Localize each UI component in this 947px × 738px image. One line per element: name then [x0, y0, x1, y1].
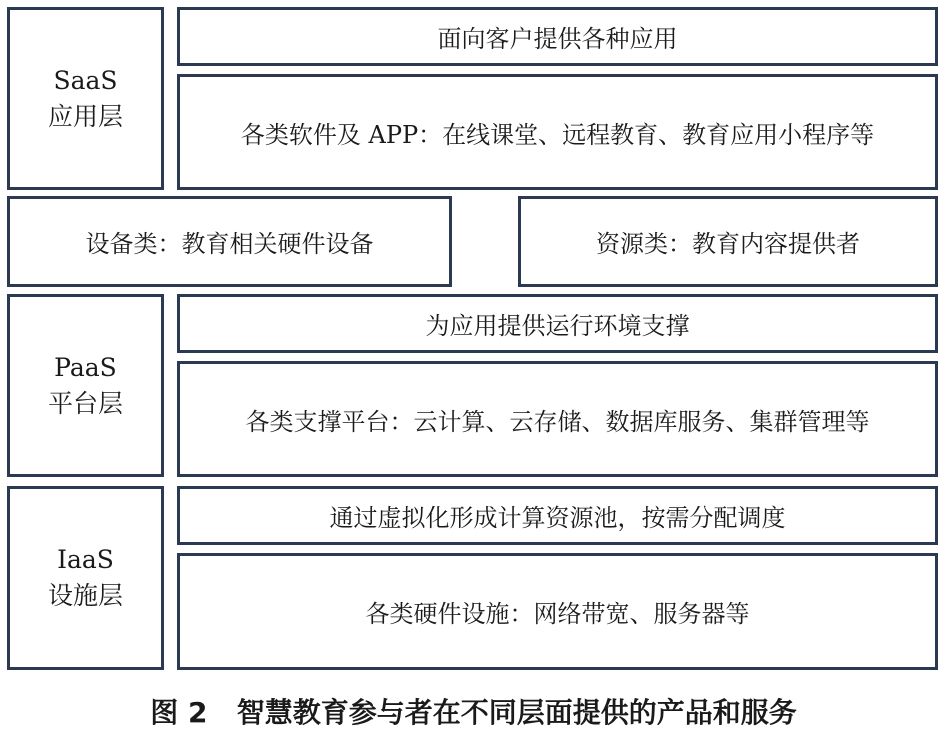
saas-bottom-box — [177, 74, 938, 190]
paas-top-box — [177, 294, 938, 353]
paas-top-text: 为应用提供运行环境支撑 — [425, 312, 690, 340]
saas-bottom-text: 各类软件及 APP：在线课堂、远程教育、教育应用小程序等 — [240, 120, 875, 149]
saas-top-box — [177, 7, 938, 66]
devices-box — [7, 196, 452, 287]
iaas-top-text: 通过虚拟化形成计算资源池，按需分配调度 — [329, 504, 786, 532]
iaas-layer-label: IaaS 设施层 — [47, 545, 123, 610]
iaas-bottom-box — [177, 553, 938, 670]
devices-text: 设备类：教育相关硬件设备 — [85, 230, 374, 258]
paas-layer-label-box — [7, 294, 164, 477]
paas-bottom-box — [177, 361, 938, 477]
saas-top-text: 面向客户提供各种应用 — [437, 25, 678, 53]
iaas-top-box — [177, 486, 938, 545]
saas-layer-label-box — [7, 7, 164, 190]
paas-layer-label: PaaS 平台层 — [47, 352, 123, 418]
figure-caption: 图 2 智慧教育参与者在不同层面提供的产品和服务 — [150, 696, 797, 729]
saas-layer-label: SaaS 应用层 — [47, 65, 123, 131]
resources-box — [518, 196, 938, 287]
iaas-bottom-text: 各类硬件设施：网络带宽、服务器等 — [365, 600, 750, 628]
paas-bottom-text: 各类支撑平台：云计算、云存储、数据库服务、集群管理等 — [245, 407, 870, 436]
iaas-layer-label-box — [7, 486, 164, 670]
resources-text: 资源类：教育内容提供者 — [596, 230, 860, 258]
